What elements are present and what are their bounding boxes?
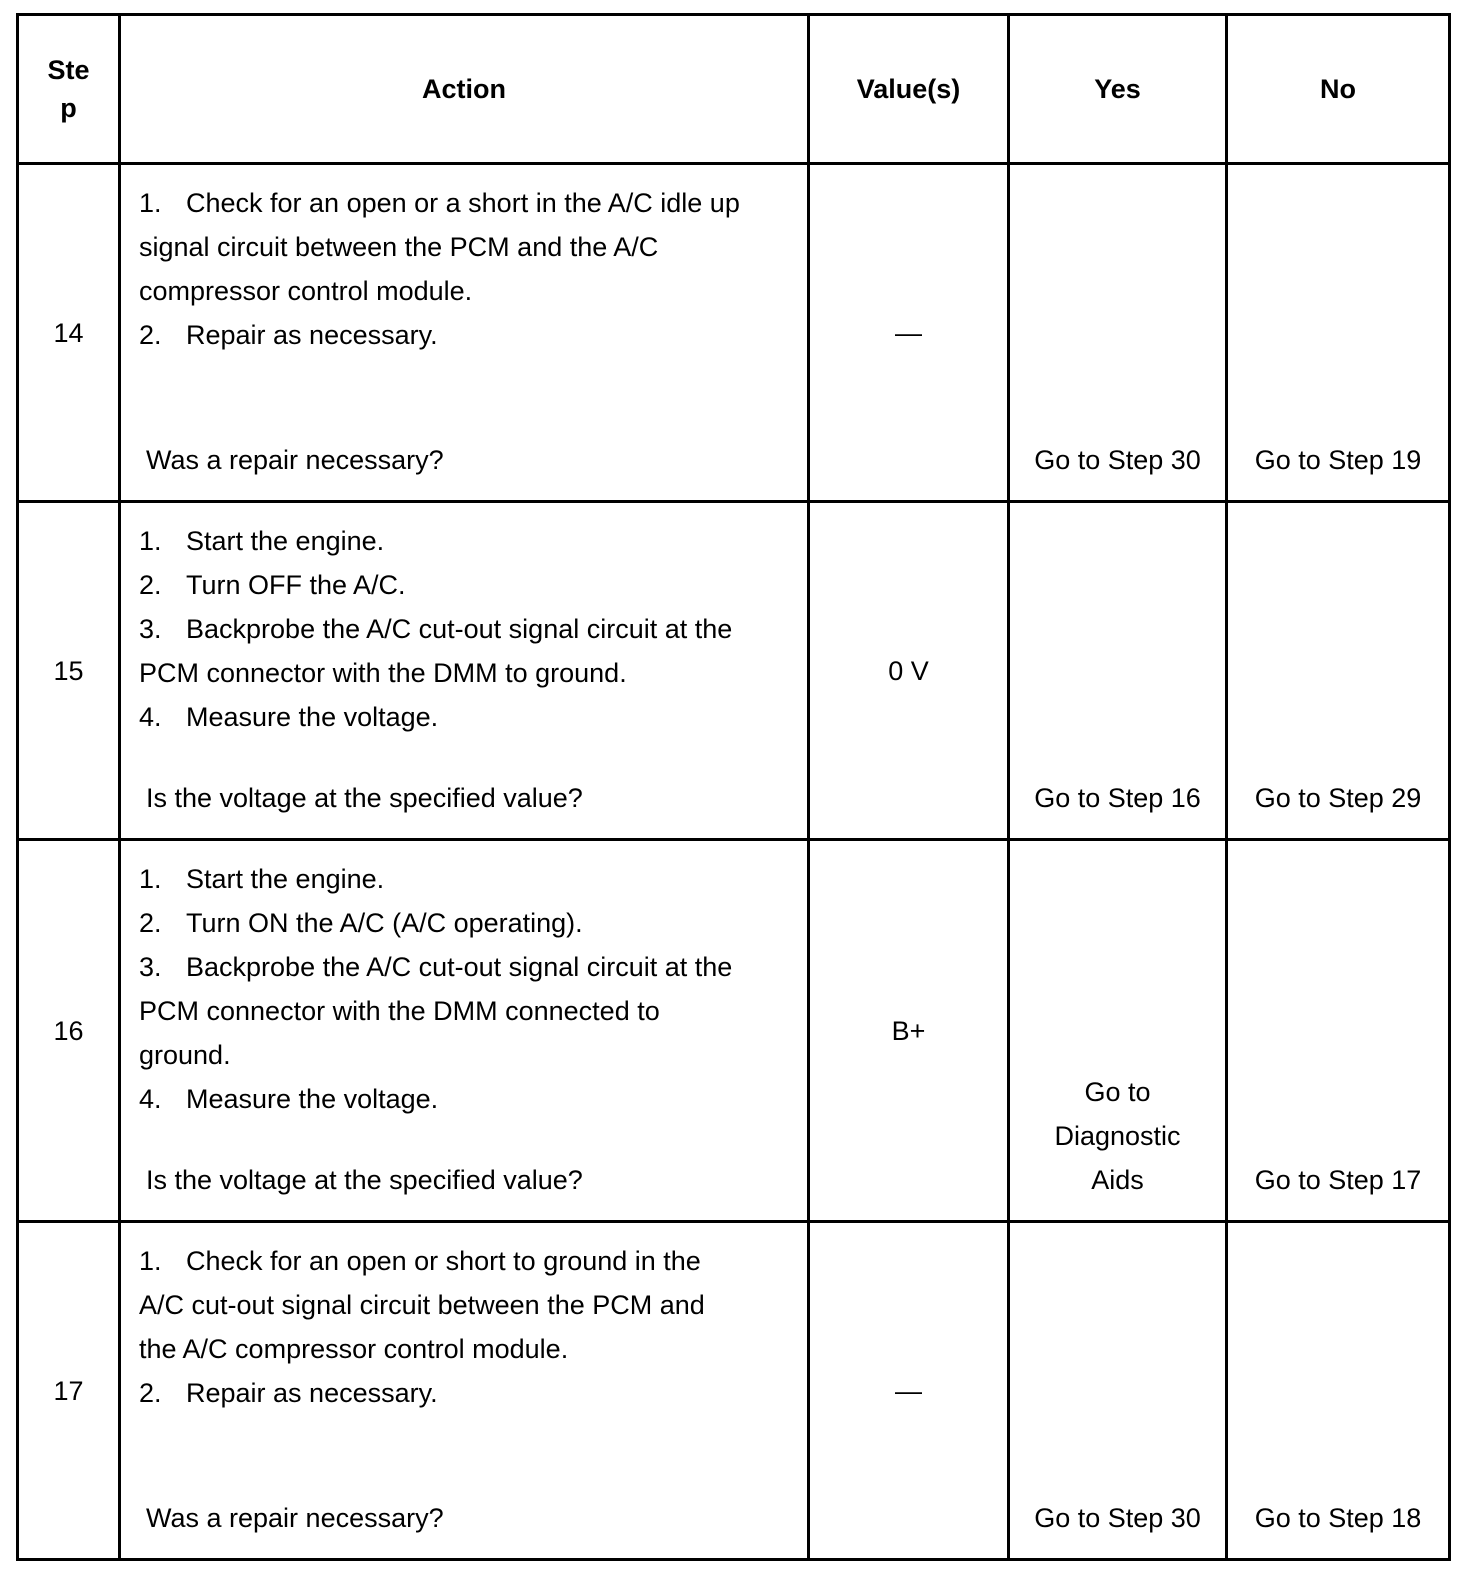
- action-question: Is the voltage at the specified value?: [146, 1165, 583, 1195]
- action-step: 3. Backprobe the A/C cut-out signal circuit at the PCM connector with the DMM to ground.: [139, 614, 733, 688]
- action-cell: [120, 1222, 809, 1560]
- action-step: 1. Start the engine.: [139, 526, 385, 556]
- header-no: No: [1227, 15, 1450, 164]
- action-steps: [121, 1239, 807, 1415]
- action-steps: [121, 519, 807, 739]
- action-cell: [120, 164, 809, 502]
- action-question: Was a repair necessary?: [146, 445, 444, 475]
- table-row: [18, 502, 1450, 840]
- header-step: Step: [18, 15, 120, 164]
- header-values: Value(s): [809, 15, 1009, 164]
- action-step: 2. Turn ON the A/C (A/C operating).: [139, 908, 583, 938]
- action-steps: [121, 181, 807, 357]
- action-step: 1. Start the engine.: [139, 864, 385, 894]
- action-cell: [120, 502, 809, 840]
- yes-cell: Go to Step 16: [1009, 502, 1227, 840]
- no-cell: Go to Step 18: [1227, 1222, 1450, 1560]
- action-steps: [121, 857, 807, 1121]
- action-step: 2. Repair as necessary.: [139, 320, 438, 350]
- header-yes: Yes: [1009, 15, 1227, 164]
- no-cell: Go to Step 17: [1227, 840, 1450, 1222]
- table-row: [18, 840, 1450, 1222]
- diagnostic-table: [16, 13, 1451, 1561]
- table-row: [18, 1222, 1450, 1560]
- no-cell: Go to Step 19: [1227, 164, 1450, 502]
- value-cell: —: [809, 1222, 1009, 1560]
- no-cell: Go to Step 29: [1227, 502, 1450, 840]
- step-number: 15: [18, 502, 120, 840]
- yes-cell: Go to Step 30: [1009, 1222, 1227, 1560]
- table-row: [18, 164, 1450, 502]
- value-cell: —: [809, 164, 1009, 502]
- step-number: 14: [18, 164, 120, 502]
- action-question: Is the voltage at the specified value?: [146, 783, 583, 813]
- yes-cell: Go to Step 30: [1009, 164, 1227, 502]
- step-number: 16: [18, 840, 120, 1222]
- action-step: 3. Backprobe the A/C cut-out signal circuit at the PCM connector with the DMM connected to ground.: [139, 952, 733, 1070]
- action-question: Was a repair necessary?: [146, 1503, 444, 1533]
- step-number: 17: [18, 1222, 120, 1560]
- header-row: [18, 15, 1450, 164]
- action-step: 1. Check for an open or short to ground in the A/C cut-out signal circuit between the PCM and the A/C compressor control module.: [139, 1246, 705, 1364]
- value-cell: B+: [809, 840, 1009, 1222]
- yes-cell: Go to Diagnostic Aids: [1009, 840, 1227, 1222]
- value-cell: 0 V: [809, 502, 1009, 840]
- action-step: 4. Measure the voltage.: [139, 1084, 439, 1114]
- action-step: 1. Check for an open or a short in the A/C idle up signal circuit between the PCM and the A/C compressor control module.: [139, 188, 740, 306]
- header-action: Action: [120, 15, 809, 164]
- action-step: 4. Measure the voltage.: [139, 702, 439, 732]
- action-cell: [120, 840, 809, 1222]
- action-step: 2. Repair as necessary.: [139, 1378, 438, 1408]
- action-step: 2. Turn OFF the A/C.: [139, 570, 406, 600]
